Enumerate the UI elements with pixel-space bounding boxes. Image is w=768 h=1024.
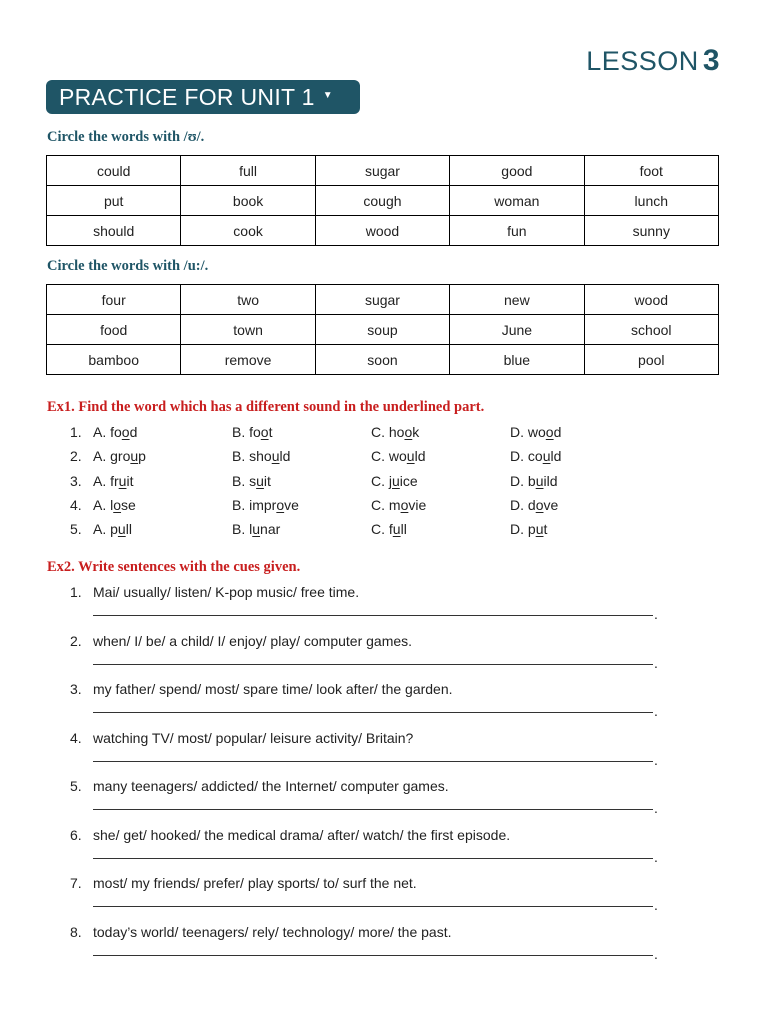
word-cell[interactable]: June <box>450 315 584 345</box>
word-cell[interactable]: food <box>47 315 181 345</box>
word-cell[interactable]: book <box>181 186 315 216</box>
underlined-part: o <box>276 496 285 513</box>
table-row <box>47 285 719 315</box>
option-text: C. ho <box>371 424 405 440</box>
underlined-part: o <box>260 424 269 440</box>
question-number: 1. <box>70 584 82 600</box>
answer-option-d[interactable] <box>510 521 547 537</box>
sentence-cue: today’s world/ teenagers/ rely/ technology/ more/ the past. <box>93 923 452 940</box>
lesson-label <box>586 44 720 78</box>
word-cell[interactable]: new <box>450 285 584 315</box>
answer-option-a[interactable] <box>93 521 132 537</box>
question-number: 3. <box>70 472 82 489</box>
option-text: B. s <box>232 472 257 489</box>
word-cell[interactable]: foot <box>584 156 718 186</box>
answer-option-b[interactable] <box>232 448 290 464</box>
answer-option-a[interactable] <box>93 424 137 440</box>
underlined-part: u <box>252 521 261 538</box>
section-u-long-heading: Circle the words with /u:/. <box>47 258 209 274</box>
answer-option-b[interactable] <box>232 521 280 537</box>
option-text: ild <box>543 472 558 489</box>
sentence-cue: watching TV/ most/ popular/ leisure activity/ Britain? <box>93 729 414 746</box>
table-row <box>47 186 719 216</box>
answer-option-d[interactable] <box>510 424 561 440</box>
option-text: it <box>263 472 271 489</box>
option-text: ice <box>399 472 418 489</box>
option-text: D. p <box>510 521 536 538</box>
option-text: ld <box>414 448 426 465</box>
word-cell[interactable]: blue <box>450 345 584 375</box>
word-cell[interactable]: lunch <box>584 186 718 216</box>
answer-line[interactable] <box>93 761 653 762</box>
answer-line[interactable] <box>93 712 653 713</box>
word-cell[interactable]: full <box>181 156 315 186</box>
option-text: C. f <box>371 521 393 538</box>
question-number: 2. <box>70 632 82 649</box>
option-text: D. wo <box>510 424 546 440</box>
ex1-heading: Ex1. Find the word which has a different sound in the underlined part. <box>47 399 485 415</box>
u-short-word-table <box>46 155 719 246</box>
table-row <box>47 156 719 186</box>
table-row <box>47 216 719 246</box>
option-text: ll <box>400 521 407 538</box>
underlined-part: o <box>113 496 122 513</box>
answer-option-c[interactable] <box>371 497 426 513</box>
underlined-part: u <box>117 521 126 538</box>
question-number: 7. <box>70 875 82 891</box>
sentence-cue: when/ I/ be/ a child/ I/ enjoy/ play/ computer games. <box>93 632 413 649</box>
word-cell[interactable]: two <box>181 285 315 315</box>
option-text: ld <box>279 448 291 465</box>
option-text: A. l <box>93 496 114 513</box>
option-text: ve <box>543 496 559 513</box>
word-cell[interactable]: soon <box>315 345 449 375</box>
line-end-period: . <box>654 848 658 865</box>
underlined-part: o <box>121 424 130 440</box>
option-text: A. p <box>93 521 118 538</box>
sentence-cue: many teenagers/ addicted/ the Internet/ computer games. <box>93 778 449 794</box>
word-cell[interactable]: sunny <box>584 216 718 246</box>
word-cell[interactable]: four <box>47 285 181 315</box>
option-text: B. sho <box>232 448 272 465</box>
ex2-heading: Ex2. Write sentences with the cues given. <box>47 559 301 575</box>
underlined-part: u <box>406 448 415 465</box>
question-number: 5. <box>70 778 82 794</box>
answer-option-d[interactable] <box>510 448 561 464</box>
word-cell[interactable]: wood <box>315 216 449 246</box>
answer-option-d[interactable] <box>510 473 558 489</box>
answer-option-c[interactable] <box>371 521 407 537</box>
word-cell[interactable]: put <box>47 186 181 216</box>
word-cell[interactable]: sugar <box>315 156 449 186</box>
word-cell[interactable]: woman <box>450 186 584 216</box>
answer-option-a[interactable] <box>93 473 133 489</box>
word-cell[interactable]: pool <box>584 345 718 375</box>
answer-line[interactable] <box>93 809 653 810</box>
underlined-part: u <box>542 448 551 465</box>
option-text: A. fo <box>93 424 122 440</box>
word-cell[interactable]: should <box>47 216 181 246</box>
option-text: C. wo <box>371 448 407 465</box>
word-cell[interactable]: town <box>181 315 315 345</box>
option-text: C. m <box>371 496 401 513</box>
answer-option-c[interactable] <box>371 473 418 489</box>
answer-option-a[interactable] <box>93 448 146 464</box>
underlined-part: o <box>535 496 544 513</box>
answer-option-c[interactable] <box>371 424 419 440</box>
sentence-cue: she/ get/ hooked/ the medical drama/ after/ watch/ the first episode. <box>93 826 511 843</box>
option-text: vie <box>408 496 427 513</box>
underlined-part: u <box>118 472 127 489</box>
word-cell[interactable]: good <box>450 156 584 186</box>
answer-line[interactable] <box>93 906 653 907</box>
option-text: B. l <box>232 521 253 538</box>
u-long-word-table <box>46 284 719 375</box>
question-number: 6. <box>70 826 82 843</box>
underlined-part: u <box>535 521 544 538</box>
line-end-period: . <box>654 800 658 816</box>
chevron-down-icon: ▼ <box>322 89 333 101</box>
underlined-part: u <box>130 448 139 465</box>
line-end-period: . <box>654 897 658 913</box>
answer-line[interactable] <box>93 955 653 956</box>
option-text: C. j <box>371 472 392 489</box>
question-number: 2. <box>70 448 82 465</box>
sentence-cue: my father/ spend/ most/ spare time/ look after/ the garden. <box>93 681 453 697</box>
question-number: 4. <box>70 729 82 746</box>
line-end-period: . <box>654 751 658 768</box>
option-text: B. fo <box>232 424 261 440</box>
sentence-cue: Mai/ usually/ listen/ K-pop music/ free time. <box>93 584 360 600</box>
answer-option-b[interactable] <box>232 473 271 489</box>
option-text: d <box>129 424 138 440</box>
option-text: D. d <box>510 496 536 513</box>
option-text: t <box>268 424 273 440</box>
option-text: k <box>412 424 420 440</box>
underlined-part: u <box>535 472 544 489</box>
answer-option-b[interactable] <box>232 497 299 513</box>
word-cell[interactable]: sugar <box>315 285 449 315</box>
underlined-part: o <box>404 424 413 440</box>
unit-title: PRACTICE FOR UNIT 1 <box>59 84 315 110</box>
option-text: t <box>543 521 548 538</box>
question-number: 5. <box>70 521 82 538</box>
answer-option-d[interactable] <box>510 497 558 513</box>
option-text: nar <box>260 521 281 538</box>
lesson-word: LESSON <box>586 46 699 76</box>
option-text: D. b <box>510 472 536 489</box>
word-cell[interactable]: wood <box>584 285 718 315</box>
option-text: d <box>553 424 562 440</box>
section-u-short-heading: Circle the words with /ʊ/. <box>47 129 205 145</box>
underlined-part: u <box>392 472 400 489</box>
answer-line[interactable] <box>93 615 653 616</box>
table-row <box>47 315 719 345</box>
answer-line[interactable] <box>93 664 653 665</box>
word-cell[interactable]: soup <box>315 315 449 345</box>
word-cell[interactable]: bamboo <box>47 345 181 375</box>
lesson-number: 3 <box>702 44 720 77</box>
line-end-period: . <box>654 945 658 962</box>
line-end-period: . <box>654 654 658 671</box>
word-cell[interactable]: cook <box>181 216 315 246</box>
answer-option-c[interactable] <box>371 448 426 464</box>
question-number: 4. <box>70 496 82 513</box>
underlined-part: u <box>271 448 280 465</box>
question-number: 1. <box>70 424 82 440</box>
answer-option-a[interactable] <box>93 497 136 513</box>
word-cell[interactable]: school <box>584 315 718 345</box>
option-text: ve <box>284 496 299 513</box>
answer-option-b[interactable] <box>232 424 272 440</box>
option-text: D. co <box>510 448 543 465</box>
unit-title-banner[interactable] <box>46 80 360 114</box>
option-text: it <box>126 472 134 489</box>
option-text: B. impr <box>232 496 277 513</box>
option-text: ld <box>550 448 562 465</box>
table-row <box>47 345 719 375</box>
underlined-part: o <box>545 424 554 440</box>
option-text: se <box>121 496 136 513</box>
question-number: 3. <box>70 681 82 697</box>
word-cell[interactable]: remove <box>181 345 315 375</box>
option-text: ll <box>125 521 132 538</box>
word-cell[interactable]: could <box>47 156 181 186</box>
sentence-cue: most/ my friends/ prefer/ play sports/ to/ surf the net. <box>93 875 417 891</box>
word-cell[interactable]: cough <box>315 186 449 216</box>
question-number: 8. <box>70 923 82 940</box>
line-end-period: . <box>654 703 658 719</box>
option-text: A. gro <box>93 448 131 465</box>
underlined-part: u <box>256 472 264 489</box>
word-cell[interactable]: fun <box>450 216 584 246</box>
option-text: p <box>138 448 146 465</box>
line-end-period: . <box>654 606 658 622</box>
option-text: A. fr <box>93 472 119 489</box>
underlined-part: o <box>400 496 409 513</box>
answer-line[interactable] <box>93 858 653 859</box>
underlined-part: u <box>392 521 401 538</box>
